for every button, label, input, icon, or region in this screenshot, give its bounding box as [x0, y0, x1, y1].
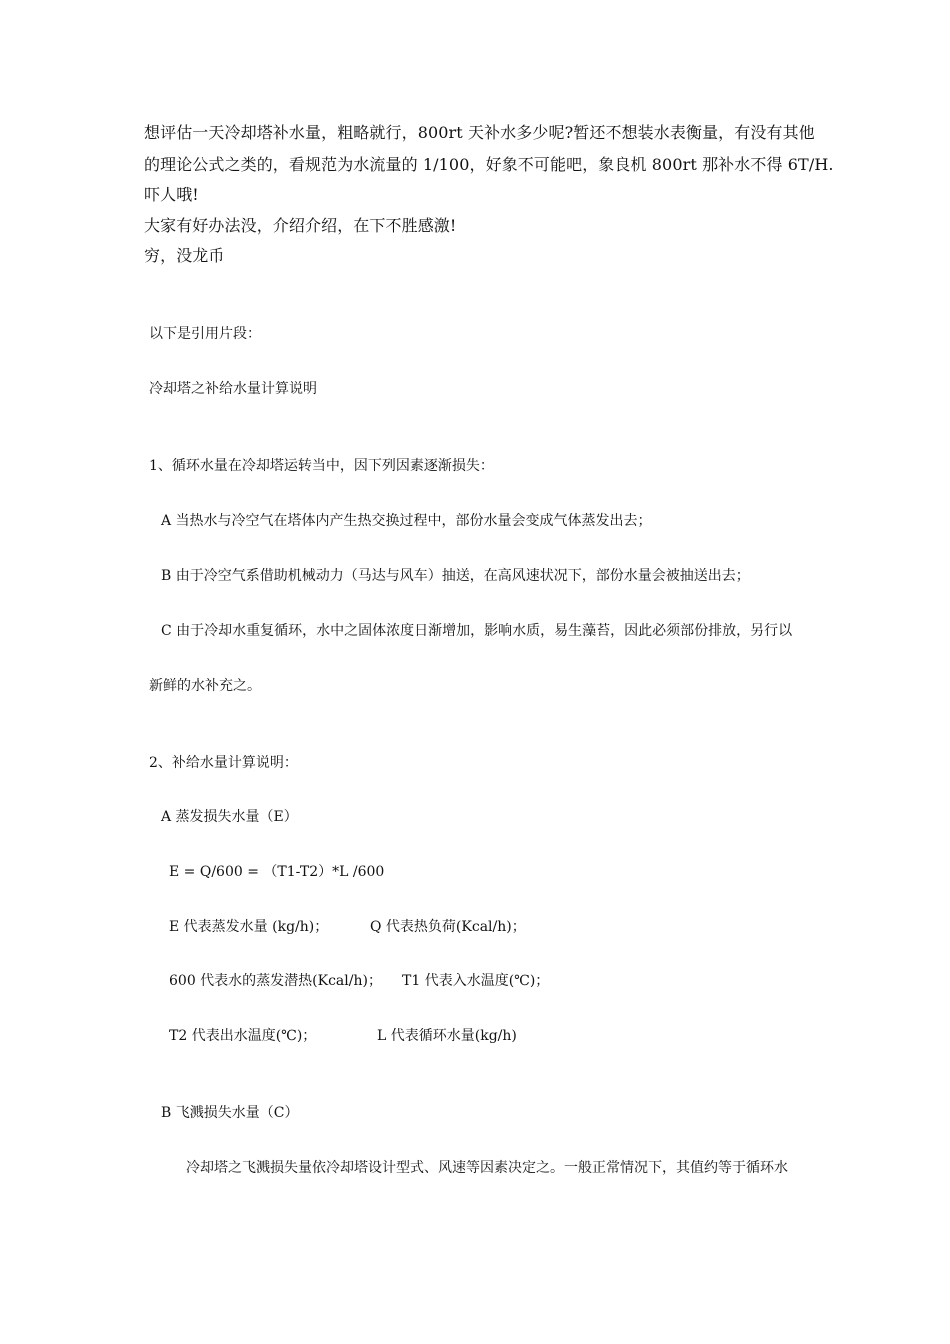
section2-item-a-title: A 蒸发损失水量（E） [161, 809, 298, 825]
section2-item-b-text: 冷却塔之飞溅损失量依冷却塔设计型式、风速等因素决定之。一般正常情况下，其值约等于循环水 [186, 1160, 788, 1176]
section2-item-b-title: B 飞溅损失水量（C） [161, 1105, 299, 1121]
intro-line-3: 吓人哦! [144, 185, 199, 204]
definition-q: Q 代表热负荷(Kcal/h)； [370, 919, 526, 935]
section2-heading: 2、补给水量计算说明： [149, 755, 298, 771]
definition-600: 600 代表水的蒸发潜热(Kcal/h)； [169, 973, 382, 989]
evaporation-formula: E = Q/600 = （T1-T2）*L /600 [169, 864, 385, 880]
section1-item-c-line2: 新鲜的水补充之。 [149, 678, 261, 694]
quote-label: 以下是引用片段： [149, 326, 261, 342]
intro-line-2: 的理论公式之类的，看规范为水流量的 1/100，好象不可能吧，象良机 800rt 那补水不得 6T/H. [144, 155, 834, 174]
section1-item-a: A 当热水与冷空气在塔体内产生热交换过程中，部份水量会变成气体蒸发出去； [161, 513, 652, 529]
section1-item-c-line1: C 由于冷却水重复循环，水中之固体浓度日渐增加，影响水质，易生藻苔，因此必须部份排放，另行以 [161, 623, 793, 639]
section1-item-b: B 由于冷空气系借助机械动力（马达与风车）抽送，在高风速状况下，部份水量会被抽送出去； [161, 568, 750, 584]
definition-e: E 代表蒸发水量 (kg/h)； [169, 919, 329, 935]
quote-title: 冷却塔之补给水量计算说明 [149, 381, 317, 397]
definition-l: L 代表循环水量(kg/h) [377, 1028, 517, 1044]
intro-line-4: 大家有好办法没，介绍介绍，在下不胜感激! [144, 216, 457, 235]
intro-line-5: 穷，没龙币 [144, 246, 225, 265]
intro-line-1: 想评估一天冷却塔补水量，粗略就行，800rt 天补水多少呢?暂还不想装水表衡量，有没有其他 [144, 123, 815, 142]
definition-t2: T2 代表出水温度(℃)； [169, 1028, 317, 1044]
section1-heading: 1、循环水量在冷却塔运转当中，因下列因素逐渐损失： [149, 458, 494, 474]
definition-t1: T1 代表入水温度(℃)； [402, 973, 550, 989]
